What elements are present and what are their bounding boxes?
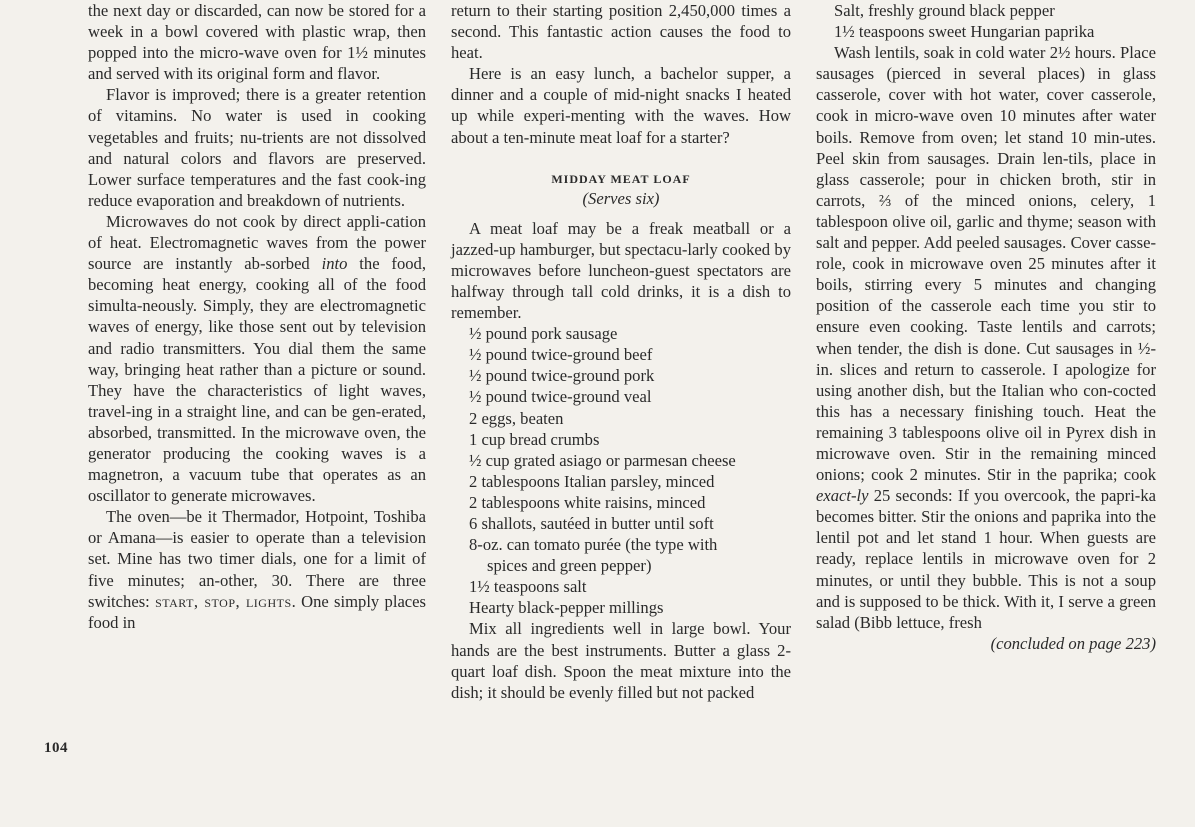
paragraph: Flavor is improved; there is a greater retention of vitamins. No water is used in cooking vegetables and fruits; nu-trients are not dissolved and natural colors and flavors are preserved. Lower surface temperatures and the fast cook-ing reduce evaporation and breakdown of nutrients.: [88, 85, 426, 210]
page-number: 104: [44, 740, 68, 756]
text-column-3: [816, 0, 1156, 654]
small-caps-text: start, stop, lights: [155, 591, 292, 611]
text-run: the food, becoming heat energy, cooking all of the food simulta-neously. Simply, they are electromagnetic waves of energy, like those sent out by television and radio transmitters. You dial them the same way, bringing heat rather than a picture or sound. They have the characteristics of light waves, travel-ing in a straight line, and can be gen-erated, absorbed, transmitted. In the microwave oven, the generator producing the cooking waves is a magnetron, a vacuum tube that operates as an oscillator to generate microwaves.: [88, 254, 426, 506]
paragraph: [88, 506, 426, 633]
paragraph: the next day or discarded, can now be stored for a week in a bowl covered with plastic wrap, then popped into the micro-wave oven for 1½ minutes and served with its original form and flavor.: [88, 1, 426, 84]
text-run: The oven—be it Thermador, Hotpoint, Toshiba or Amana—is easier to operate than a television set. Mine has two timer dials, one for a limit of five minutes; an-other, 30. There are three switches:: [88, 507, 426, 611]
text-run: Wash lentils, soak in cold water 2½ hours. Place sausages (pierced in several places) in glass casserole, cover with hot water, cover casserole, cook in micro-wave oven 10 minutes after water boils. Remove from oven; let stand 10 min-utes. Peel skin from sausages. Drain len-tils, place in glass casserole; pour in chicken broth, stir in carrots, ⅔ of the minced onions, celery, 1 tablespoon olive oil, garlic and thyme; season with salt and pepper. Add peeled sausages. Cover casse-role, cook in microwave oven 25 minutes after it boils, stirring every 5 minutes and changing position of the casserole each time you stir to ensure even cooking. Taste lentils and carrots; when tender, the dish is done. Cut sausages in ½-in. slices and return to casserole. I apologize for using another dish, but the Italian who con-cocted this has a necessary finishing touch. Heat the remaining 3 tablespoons olive oil in Pyrex dish in microwave oven. Stir in the remaining minced onions; cook 2 minutes. Stir in the paprika; cook: [816, 43, 1156, 485]
ingredient-line: 2 eggs, beaten: [469, 408, 564, 428]
paragraph: A meat loaf may be a freak meatball or a jazzed-up hamburger, but spectacu-larly cooked by microwaves before luncheon-guest spectators are halfway through tall cold drinks, it is a dish to remember.: [451, 218, 791, 323]
paragraph: [88, 211, 426, 506]
text-run: 25 seconds: If you overcook, the papri-ka becomes bitter. Stir the onions and paprika into the lentil pot and let stand 1 hour. When guests are ready, replace lentils in microwave oven for 2 minutes, or until they bubble. This is not a soup and is supposed to be thick. With it, I serve a green salad (Bibb lettuce, fresh: [816, 486, 1156, 632]
ingredient-line: ½ pound twice-ground pork: [469, 366, 655, 386]
ingredient-line: 2 tablespoons Italian parsley, minced: [469, 471, 715, 491]
paragraph: Here is an easy lunch, a bachelor supper, a dinner and a couple of mid-night snacks I heated up while experi-menting with the waves. How about a ten-minute meat loaf for a starter?: [451, 64, 791, 147]
ingredient-line: Hearty black-pepper millings: [469, 598, 664, 618]
continuation-note: (concluded on page 223): [990, 633, 1156, 653]
italic-text: into: [321, 254, 348, 274]
paragraph: [816, 42, 1156, 633]
recipe-title: MIDDAY MEAT LOAF: [551, 171, 691, 186]
paragraph: return to their starting position 2,450,000 times a second. This fantastic action causes the food to heat.: [451, 1, 791, 63]
ingredient-line: 6 shallots, sautéed in butter until soft: [469, 513, 714, 533]
ingredient-line: 1 cup bread crumbs: [469, 429, 600, 449]
ingredient-line: 1½ teaspoons salt: [469, 577, 587, 597]
text-column-1: [88, 0, 426, 633]
recipe-serves: (Serves six): [582, 188, 660, 208]
text-column-2: [451, 0, 791, 703]
ingredient-line: 1½ teaspoons sweet Hungarian paprika: [834, 22, 1095, 42]
text-run: Microwaves do not cook by direct appli-cation of heat. Electromagnetic waves from the power source are instantly ab-sorbed: [88, 211, 426, 274]
ingredient-line: ½ pound twice-ground beef: [469, 345, 653, 365]
italic-text: exact-ly: [816, 486, 869, 506]
ingredient-line: 8-oz. can tomato purée (the type with: [469, 535, 718, 555]
ingredient-line: spices and green pepper): [487, 556, 652, 576]
text-run: . One simply places food in: [88, 591, 426, 632]
ingredient-line: ½ pound pork sausage: [469, 324, 618, 344]
ingredient-line: ½ pound twice-ground veal: [469, 387, 652, 407]
ingredient-line: ½ cup grated asiago or parmesan cheese: [469, 450, 736, 470]
paragraph: Mix all ingredients well in large bowl. Your hands are the best instruments. Butter a glass 2-quart loaf dish. Spoon the meat mixture into the dish; it should be evenly filled but not packed: [451, 619, 791, 702]
ingredient-line: 2 tablespoons white raisins, minced: [469, 492, 706, 512]
ingredient-line: Salt, freshly ground black pepper: [834, 1, 1055, 20]
